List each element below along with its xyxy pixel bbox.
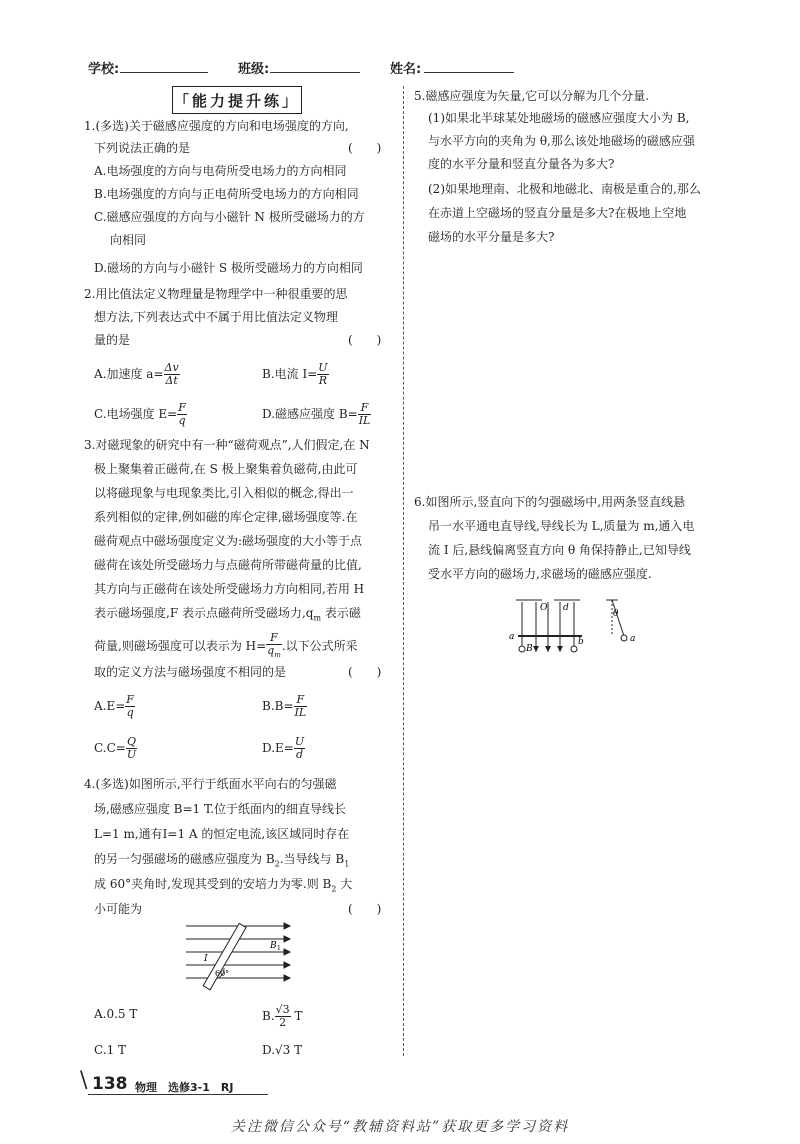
q6-line-3: 流 I 后,悬线偏离竖直方向 θ 角保持静止,已知导线 (428, 543, 691, 557)
q4-figure (180, 918, 292, 992)
page-number: 138 (92, 1074, 128, 1094)
q1-option-d: D.磁场的方向与小磁针 S 极所受磁场力的方向相同 (94, 261, 363, 275)
q3-line-5: 磁荷观点中磁场强度定义为:磁场强度的大小等于点 (94, 534, 363, 548)
q4-line-2: 场,磁感应强度 B=1 T.位于纸面内的细直导线长 (94, 802, 347, 816)
q5-line-2: (1)如果北半球某处地磁场的磁感应强度大小为 B, (428, 111, 690, 125)
q3-line-1: 3.对磁现象的研究中有一种“磁荷观点”,人们假定,在 N (84, 438, 370, 452)
class-label: 班级: (238, 62, 270, 77)
q1-stem-1: 1.(多选)关于磁感应强度的方向和电场强度的方向, (84, 119, 349, 133)
footer-rule (88, 1094, 268, 1095)
q5-line-5: (2)如果地理南、北极和地磁北、南极是重合的,那么 (428, 182, 701, 196)
q3-line-2: 极上聚集着正磁荷,在 S 极上聚集着负磁荷,由此可 (94, 462, 358, 476)
q6-fig-b-label: b (578, 637, 584, 647)
footer-watermark: 关注微信公众号“教辅资料站”获取更多学习资料 (230, 1119, 570, 1135)
q4-line-6: 小可能为 (94, 902, 143, 916)
q6-fig-theta-label: θ (613, 609, 619, 619)
q6-line-2: 吊一水平通电直导线,导线长为 L,质量为 m,通入电 (428, 519, 695, 533)
q5-line-3: 与水平方向的夹角为 θ,那么该处地磁场的磁感应强 (428, 134, 695, 148)
q3-line-7: 其方向与正磁荷在该处所受磁场力方向相同,若用 H (94, 582, 365, 596)
q4-option-d: D.√3 T (262, 1043, 303, 1057)
q6-figure (508, 596, 650, 660)
q3-line-4: 系列相似的定律,例如磁的库仑定律,磁场强度等.在 (94, 510, 358, 524)
q2-stem-3: 量的是 (94, 333, 131, 347)
q4-fig-b1-label: B (270, 941, 277, 951)
name-label: 姓名: (390, 62, 422, 77)
q2-option-a: A.加速度 a= $\frac{\Delta v}{\Delta t}$ (94, 361, 179, 387)
q3-line-8: 表示磁场强度,F 表示点磁荷所受磁场力$,q_m$ 表示磁 (94, 606, 361, 623)
q1-option-a: A.电场强度的方向与电荷所受电场力的方向相同 (94, 164, 347, 178)
q3-answer-paren: ( ) (348, 665, 382, 679)
q1-option-b: B.电场强度的方向与正电荷所受电场力的方向相同 (94, 187, 359, 201)
q4-option-c: C.1 T (94, 1043, 127, 1057)
q3-line-6: 磁荷在该处所受磁场力与点磁荷所带磁荷量的比值, (94, 558, 362, 572)
q4-line-1: 4.(多选)如图所示,平行于纸面水平向右的匀强磁 (84, 777, 337, 791)
footer-subject: 物理 选修3-1 RJ (135, 1081, 234, 1094)
q4-fig-b1-subscript: 1 (277, 945, 281, 952)
q5-line-4: 度的水平分量和竖直分量各为多大? (428, 157, 615, 171)
q3-line-3: 以将磁现象与电现象类比,引入相似的概念,得出一 (94, 486, 354, 500)
q4-line-3: L=1 m,通有I=1 A 的恒定电流,该区域同时存在 (94, 827, 350, 841)
q4-line-5: 成 60°夹角时,发现其受到的安培力为零.则 $B_2$ 大 (94, 877, 353, 894)
q3-line-9: 荷量,则磁场强度可以表示为 H= $\frac{F}{q_m}$ .以下公式所采 (94, 631, 358, 660)
q3-option-a: A.E= $\frac{F}{q}$ (94, 693, 134, 719)
q2-stem-1: 2.用比值法定义物理量是物理学中一种很重要的思 (84, 287, 348, 301)
q5-line-7: 磁场的水平分量是多大? (428, 230, 555, 244)
q4-fig-angle-label: 60° (215, 969, 230, 978)
q5-line-1: 5.磁感应强度为矢量,它可以分解为几个分量. (414, 89, 650, 103)
q6-fig-o-label: O (540, 603, 548, 613)
school-blank (120, 72, 208, 73)
q1-answer-paren: ( ) (348, 141, 382, 155)
q2-option-b: B.电流 I= $\frac{U}{R}$ (262, 361, 328, 387)
q6-fig-field-label: B (526, 644, 533, 654)
q3-option-c: C.C= $\frac{Q}{U}$ (94, 735, 137, 761)
q4-option-b: B. $\frac{√3}{2}$ T (262, 1003, 303, 1029)
section-title: 「能力提升练」 (172, 86, 302, 114)
q2-option-d: D.磁感应强度 B= $\frac{F}{IL}$ (262, 401, 371, 427)
column-divider (403, 86, 404, 1056)
footer-slash: \ (80, 1068, 88, 1093)
q4-fig-current-label: I (204, 954, 208, 964)
q3-option-d: D.E= $\frac{U}{d}$ (262, 735, 305, 761)
q2-option-c: C.电场强度 E= $\frac{F}{q}$ (94, 401, 186, 427)
q5-line-6: 在赤道上空磁场的竖直分量是多大?在极地上空地 (428, 206, 687, 220)
q1-stem-2: 下列说法正确的是 (94, 141, 191, 155)
name-blank (424, 72, 514, 73)
q3-line-10: 取的定义方法与磁场强度不相同的是 (94, 665, 287, 679)
q6-fig-a-label: a (509, 632, 515, 642)
q4-answer-paren: ( ) (348, 902, 382, 916)
q6-fig-a2-label: a (630, 634, 636, 644)
school-label: 学校: (88, 62, 120, 77)
q3-option-b: B.B= $\frac{F}{IL}$ (262, 693, 307, 719)
q4-option-a: A.0.5 T (94, 1007, 138, 1021)
class-blank (270, 72, 360, 73)
q4-line-4: 的另一匀强磁场的磁感应强度为 $B_2$.当导线与 $B_1$ (94, 852, 350, 869)
q1-option-c-1: C.磁感应强度的方向与小磁针 N 极所受磁场力的方 (94, 210, 365, 224)
q2-stem-2: 想方法,下列表达式中不属于用比值法定义物理 (94, 310, 338, 324)
q6-line-4: 受水平方向的磁场力,求磁场的磁感应强度. (428, 567, 652, 581)
q2-answer-paren: ( ) (348, 333, 382, 347)
q6-fig-d-label: d (563, 603, 569, 613)
q1-option-c-2: 向相同 (110, 233, 147, 247)
q6-line-1: 6.如图所示,竖直向下的匀强磁场中,用两条竖直线悬 (414, 495, 686, 509)
